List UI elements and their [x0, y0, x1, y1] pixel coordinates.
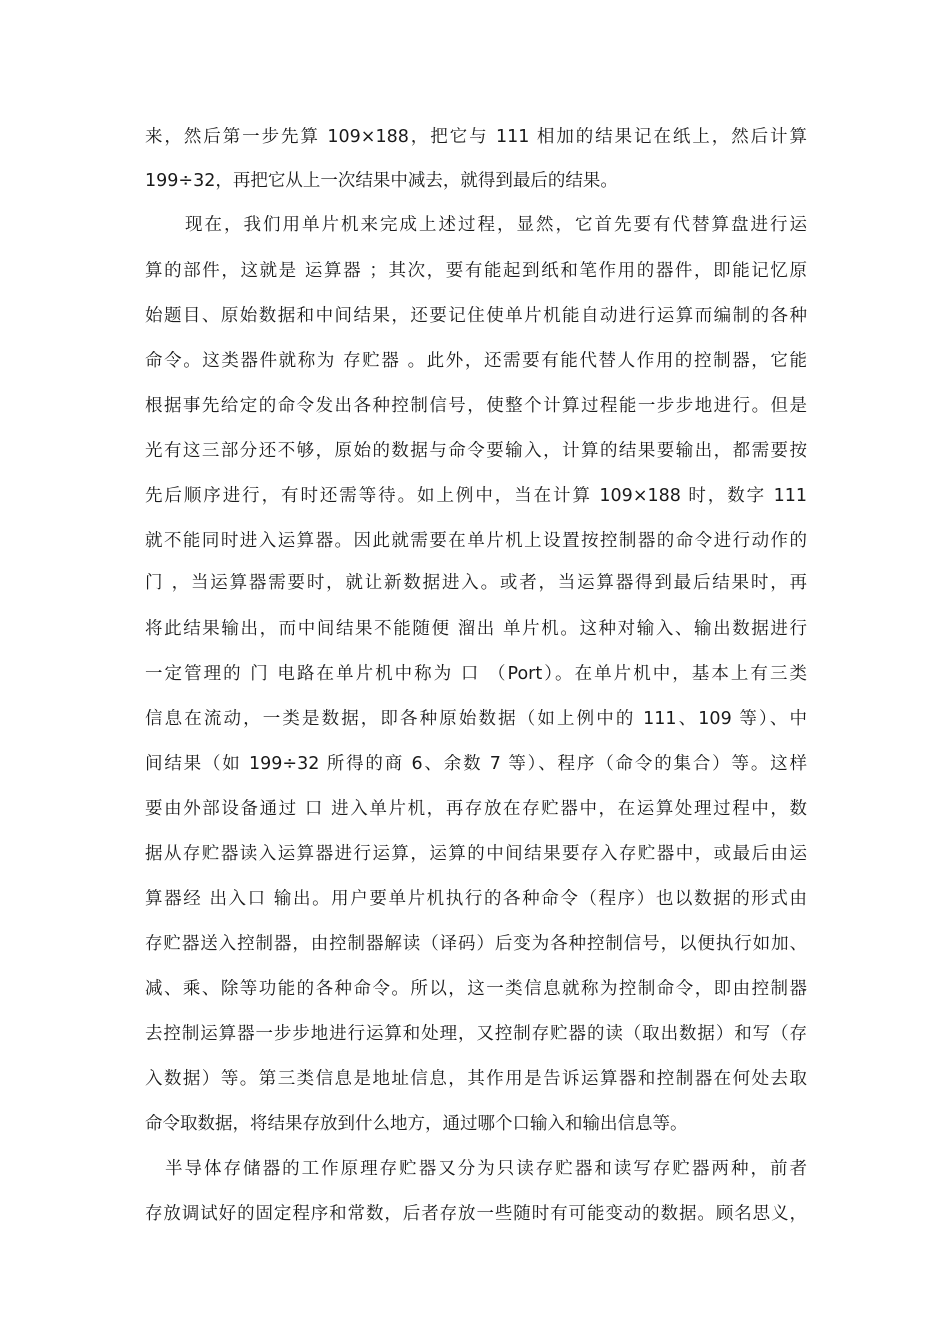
text-line: 命令取数据，将结果存放到什么地方，通过哪个口输入和输出信息等。	[145, 1114, 688, 1134]
text-line: 先后顺序进行，有时还需等待。如上例中，当在计算 109×188 时，数字 111	[145, 486, 807, 506]
text-line: 命令。这类器件就称为 存贮器 。此外，还需要有能代替人作用的控制器，它能	[145, 351, 807, 371]
text-line: 门 ，当运算器需要时，就让新数据进入。或者，当运算器得到最后结果时，再	[145, 573, 807, 593]
paragraph-first-line: 半导体存储器的工作原理存贮器又分为只读存贮器和读写存贮器两种，前者	[165, 1159, 807, 1179]
text-line: 存贮器送入控制器，由控制器解读（译码）后变为各种控制信号，以便执行如加、	[145, 934, 807, 954]
text-line: 一定管理的 门 电路在单片机中称为 口 （Port）。在单片机中，基本上有三类	[145, 664, 807, 684]
text-line: 将此结果输出，而中间结果不能随便 溜出 单片机。这种对输入、输出数据进行	[145, 619, 807, 639]
text-line: 减、乘、除等功能的各种命令。所以，这一类信息就称为控制命令，即由控制器	[145, 979, 807, 999]
text-line: 算器经 出入口 输出。用户要单片机执行的各种命令（程序）也以数据的形式由	[145, 889, 807, 909]
text-line: 去控制运算器一步步地进行运算和处理，又控制存贮器的读（取出数据）和写（存	[145, 1024, 807, 1044]
text-line: 据从存贮器读入运算器进行运算，运算的中间结果要存入存贮器中，或最后由运	[145, 844, 807, 864]
text-line: 根据事先给定的命令发出各种控制信号，使整个计算过程能一步步地进行。但是	[145, 396, 807, 416]
text-line: 始题目、原始数据和中间结果，还要记住使单片机能自动进行运算而编制的各种	[145, 306, 807, 326]
paragraph-first-line: 现在，我们用单片机来完成上述过程，显然，它首先要有代替算盘进行运	[185, 215, 807, 235]
text-line: 光有这三部分还不够，原始的数据与命令要输入，计算的结果要输出，都需要按	[145, 441, 807, 461]
text-line: 要由外部设备通过 口 进入单片机，再存放在存贮器中，在运算处理过程中，数	[145, 799, 807, 819]
text-line: 入数据）等。第三类信息是地址信息，其作用是告诉运算器和控制器在何处去取	[145, 1069, 807, 1089]
text-line: 信息在流动，一类是数据，即各种原始数据（如上例中的 111、109 等）、中	[145, 709, 807, 729]
text-line: 间结果（如 199÷32 所得的商 6、余数 7 等）、程序（命令的集合）等。这样	[145, 754, 807, 774]
text-line: 算的部件，这就是 运算器 ；其次，要有能起到纸和笔作用的器件，即能记忆原	[145, 261, 807, 281]
text-line: 199÷32，再把它从上一次结果中减去，就得到最后的结果。	[145, 171, 618, 191]
text-line: 就不能同时进入运算器。因此就需要在单片机上设置按控制器的命令进行动作的	[145, 531, 807, 551]
text-line: 来，然后第一步先算 109×188，把它与 111 相加的结果记在纸上，然后计算	[145, 127, 807, 147]
text-line: 存放调试好的固定程序和常数，后者存放一些随时有可能变动的数据。顾名思义，	[145, 1204, 807, 1224]
